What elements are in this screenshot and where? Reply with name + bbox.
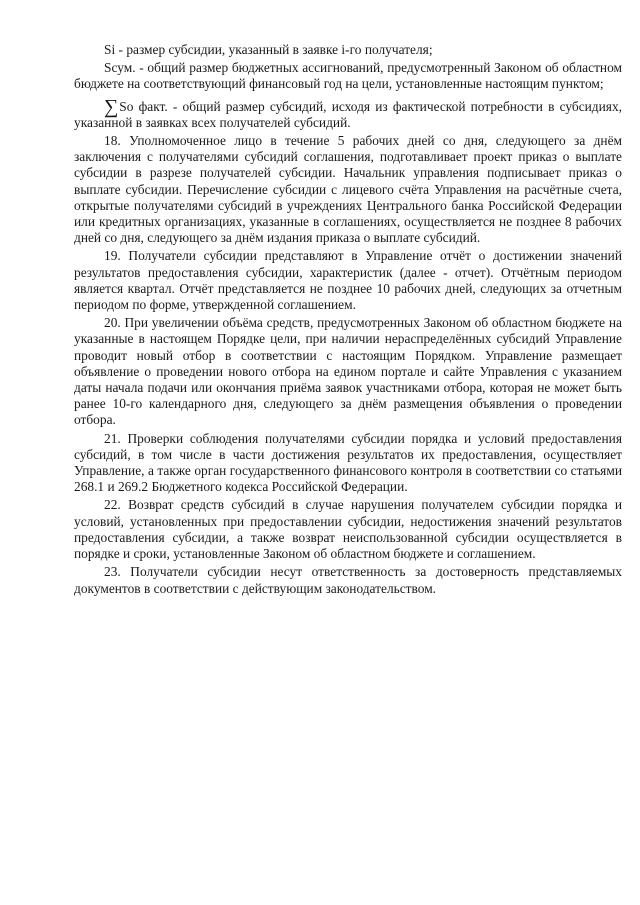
document-page bbox=[74, 42, 622, 597]
paragraph-20: 20. При увеличении объёма средств, предусмотренных Законом об областном бюджете на указанные в настоящем Порядке цели, при наличии нераспределённых субсидий Управление проводит новый отбор в соответствии с настоящим Порядком. Управление размещает объявление о проведении нового отбора на едином портале и сайте Управления с указанием даты начала подачи или окончания приёма заявок участниками отбора, которая не может быть ранее 10-го календарного дня, следующего за днём размещения объявления о проведении отбора. bbox=[74, 315, 622, 428]
paragraph-22: 22. Возврат средств субсидий в случае нарушения получателем субсидии порядка и условий, установленных при предоставлении субсидии, недостижения значений результатов предоставления субсидии, а также возврат неиспользованной субсидии осуществляется в порядке и сроки, установленные Законом об областном бюджете и соглашением. bbox=[74, 497, 622, 562]
definition-so-fact-text: So факт. - общий размер субсидий, исходя из фактической потребности в субсидиях, указанной в заявках всех получателей субсидий. bbox=[74, 98, 622, 130]
definition-si: Si - размер субсидии, указанный в заявке i-го получателя; bbox=[104, 42, 433, 57]
paragraph-18: 18. Уполномоченное лицо в течение 5 рабочих дней со дня, следующего за днём заключения с получателями субсидий соглашения, подготавливает проект приказ о выплате субсидии в разрезе получателей субсидии. Начальник управления подписывает приказ о выплате субсидии. Перечисление субсидии с лицевого счёта Управления на расчётные счета, открытые получателями субсидий в учреждениях Центрального банка Российской Федерации или кредитных организациях, указанные в соглашениях, осуществляется не позднее 8 рабочих дней со дня, следующего за днём издания приказа о выплате субсидий. bbox=[74, 133, 622, 246]
definition-so-fact bbox=[74, 95, 622, 131]
sigma-symbol: ∑ bbox=[104, 95, 119, 118]
paragraph-19: 19. Получатели субсидии представляют в Управление отчёт о достижении значений результатов предоставления субсидии, характеристик (далее - отчет). Отчётным периодом является квартал. Отчёт представляется не позднее 10 рабочих дней, следующих за отчетным периодом по форме, утвержденной соглашением. bbox=[74, 248, 622, 313]
paragraph-23: 23. Получатели субсидии несут ответственность за достоверность представляемых документов в соответствии с действующим законодательством. bbox=[74, 564, 622, 596]
paragraph-21: 21. Проверки соблюдения получателями субсидии порядка и условий предоставления субсидий, в том числе в части достижения результатов их предоставления, осуществляет Управление, а также орган государственного финансового контроля в соответствии со статьями 268.1 и 269.2 Бюджетного кодекса Российской Федерации. bbox=[74, 430, 622, 495]
definition-ssum: Sсум. - общий размер бюджетных ассигнований, предусмотренный Законом об областном бюджете на соответствующий финансовый год на цели, установленные настоящим пунктом; bbox=[74, 60, 622, 92]
